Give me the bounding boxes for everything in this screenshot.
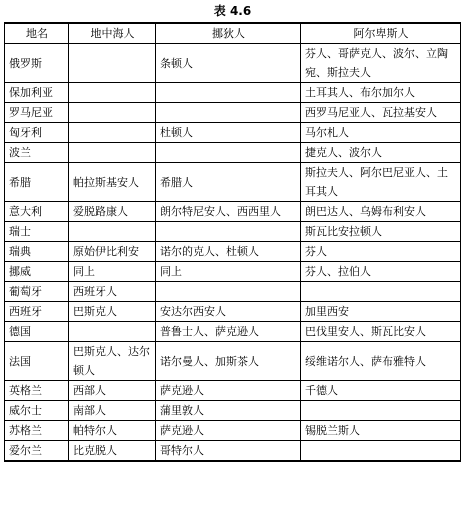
cell-mediterranean: 帕特尔人 <box>69 421 156 441</box>
cell-place: 西班牙 <box>5 302 69 322</box>
table-row <box>5 103 461 123</box>
column-header-alpine: 阿尔卑斯人 <box>301 23 461 44</box>
cell-nordic <box>156 143 301 163</box>
cell-nordic: 哥特尔人 <box>156 441 301 462</box>
cell-alpine: 斯瓦比安拉顿人 <box>301 222 461 242</box>
cell-alpine: 芬人 <box>301 242 461 262</box>
cell-place: 波兰 <box>5 143 69 163</box>
table-row <box>5 282 461 302</box>
cell-alpine: 锡脱兰斯人 <box>301 421 461 441</box>
header-row <box>5 23 461 44</box>
cell-alpine: 加里西安 <box>301 302 461 322</box>
table-body <box>5 44 461 462</box>
cell-alpine: 千德人 <box>301 381 461 401</box>
cell-place: 罗马尼亚 <box>5 103 69 123</box>
table-row <box>5 163 461 202</box>
cell-nordic: 希腊人 <box>156 163 301 202</box>
cell-nordic: 蒲里敦人 <box>156 401 301 421</box>
cell-place: 英格兰 <box>5 381 69 401</box>
cell-place: 挪威 <box>5 262 69 282</box>
cell-mediterranean: 南部人 <box>69 401 156 421</box>
table-row <box>5 262 461 282</box>
cell-place: 意大利 <box>5 202 69 222</box>
cell-alpine <box>301 282 461 302</box>
cell-mediterranean: 爱脱路康人 <box>69 202 156 222</box>
cell-alpine: 斯拉夫人、阿尔巴尼亚人、土耳其人 <box>301 163 461 202</box>
cell-place: 威尔士 <box>5 401 69 421</box>
table-row <box>5 222 461 242</box>
cell-mediterranean <box>69 83 156 103</box>
cell-mediterranean: 原始伊比利安 <box>69 242 156 262</box>
cell-nordic: 杜顿人 <box>156 123 301 143</box>
table-row <box>5 441 461 462</box>
cell-place: 俄罗斯 <box>5 44 69 83</box>
cell-nordic <box>156 103 301 123</box>
cell-nordic: 萨克逊人 <box>156 421 301 441</box>
cell-mediterranean <box>69 322 156 342</box>
cell-alpine: 捷克人、波尔人 <box>301 143 461 163</box>
cell-mediterranean <box>69 103 156 123</box>
cell-place: 葡萄牙 <box>5 282 69 302</box>
cell-place: 法国 <box>5 342 69 381</box>
table-title: 表 4.6 <box>213 4 252 18</box>
table-row <box>5 421 461 441</box>
cell-mediterranean <box>69 44 156 83</box>
table-row <box>5 322 461 342</box>
cell-alpine: 巴伐里安人、斯瓦比安人 <box>301 322 461 342</box>
cell-mediterranean <box>69 123 156 143</box>
cell-alpine: 朗巴达人、乌姆布利安人 <box>301 202 461 222</box>
cell-place: 瑞士 <box>5 222 69 242</box>
cell-nordic: 普鲁士人、萨克逊人 <box>156 322 301 342</box>
cell-nordic: 同上 <box>156 262 301 282</box>
cell-place: 匈牙利 <box>5 123 69 143</box>
cell-nordic: 朗尔特尼安人、西西里人 <box>156 202 301 222</box>
cell-place: 苏格兰 <box>5 421 69 441</box>
cell-alpine: 芬人、哥萨克人、波尔、立陶宛、斯拉夫人 <box>301 44 461 83</box>
cell-place: 德国 <box>5 322 69 342</box>
cell-nordic <box>156 282 301 302</box>
table-row <box>5 202 461 222</box>
cell-place: 保加利亚 <box>5 83 69 103</box>
cell-alpine: 西罗马尼亚人、瓦拉基安人 <box>301 103 461 123</box>
cell-mediterranean: 西班牙人 <box>69 282 156 302</box>
table-row <box>5 242 461 262</box>
cell-nordic: 诺尔的克人、杜顿人 <box>156 242 301 262</box>
cell-mediterranean: 帕拉斯基安人 <box>69 163 156 202</box>
column-header-mediterranean: 地中海人 <box>69 23 156 44</box>
cell-place: 爱尔兰 <box>5 441 69 462</box>
column-header-nordic: 挪狄人 <box>156 23 301 44</box>
cell-mediterranean: 巴斯克人、达尔顿人 <box>69 342 156 381</box>
cell-mediterranean <box>69 222 156 242</box>
column-header-place: 地名 <box>5 23 69 44</box>
cell-mediterranean: 巴斯克人 <box>69 302 156 322</box>
table-row <box>5 44 461 83</box>
cell-nordic <box>156 222 301 242</box>
cell-mediterranean: 比克脱人 <box>69 441 156 462</box>
table-row <box>5 123 461 143</box>
cell-nordic: 诺尔曼人、加斯茶人 <box>156 342 301 381</box>
cell-alpine: 土耳其人、布尔加尔人 <box>301 83 461 103</box>
ethnic-distribution-table <box>4 22 461 462</box>
table-row <box>5 143 461 163</box>
cell-nordic <box>156 83 301 103</box>
cell-alpine: 芬人、拉伯人 <box>301 262 461 282</box>
cell-nordic: 萨克逊人 <box>156 381 301 401</box>
cell-nordic: 安达尔西安人 <box>156 302 301 322</box>
cell-alpine: 马尔札人 <box>301 123 461 143</box>
cell-nordic: 条顿人 <box>156 44 301 83</box>
cell-place: 希腊 <box>5 163 69 202</box>
cell-mediterranean <box>69 143 156 163</box>
table-row <box>5 302 461 322</box>
table-row <box>5 381 461 401</box>
table-row <box>5 342 461 381</box>
cell-alpine <box>301 441 461 462</box>
cell-alpine: 绥维诺尔人、萨布雅特人 <box>301 342 461 381</box>
cell-mediterranean: 西部人 <box>69 381 156 401</box>
cell-alpine <box>301 401 461 421</box>
cell-place: 瑞典 <box>5 242 69 262</box>
table-row <box>5 83 461 103</box>
cell-mediterranean: 同上 <box>69 262 156 282</box>
table-row <box>5 401 461 421</box>
